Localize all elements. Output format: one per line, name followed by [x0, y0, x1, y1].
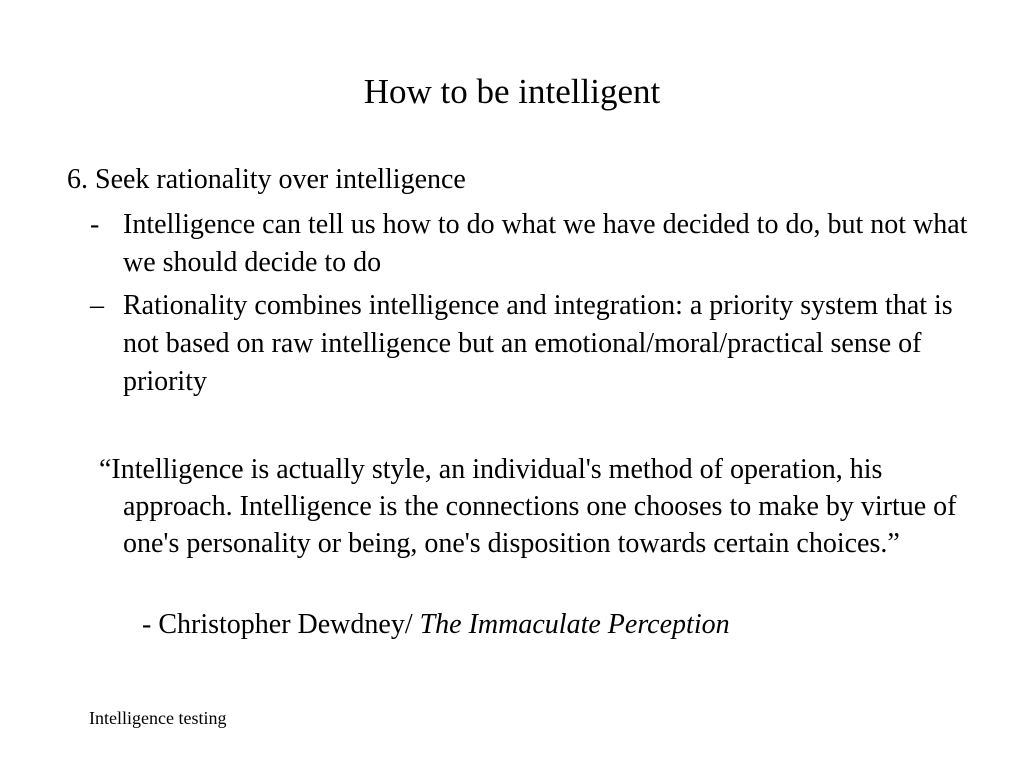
point-heading: 6. Seek rationality over intelligence: [67, 164, 466, 195]
quote-block: [99, 451, 969, 562]
slide-footer: Intelligence testing: [89, 708, 227, 728]
bullet-marker: –: [90, 290, 104, 321]
bullet-marker: -: [90, 209, 100, 240]
bullet-text: Intelligence can tell us how to do what we have decided to do, but not what we should decide to do: [123, 209, 968, 278]
bullet-item: [90, 287, 970, 401]
quote-text: “Intelligence is actually style, an individual's method of operation, his approach. Intelligence is the connections one chooses to make by virtue of one's personality or being, one's disposition towards certain choices.”: [99, 454, 957, 559]
attribution-work: The Immaculate Perception: [419, 609, 730, 640]
quote-attribution: [142, 607, 730, 643]
slide-title: How to be intelligent: [363, 72, 661, 111]
attribution-author: - Christopher Dewdney/: [142, 609, 420, 640]
bullet-text: Rationality combines intelligence and integration: a priority system that is not based on raw intelligence but an emotional/moral/practical sense of priority: [123, 290, 953, 397]
bullet-item: [90, 206, 970, 282]
